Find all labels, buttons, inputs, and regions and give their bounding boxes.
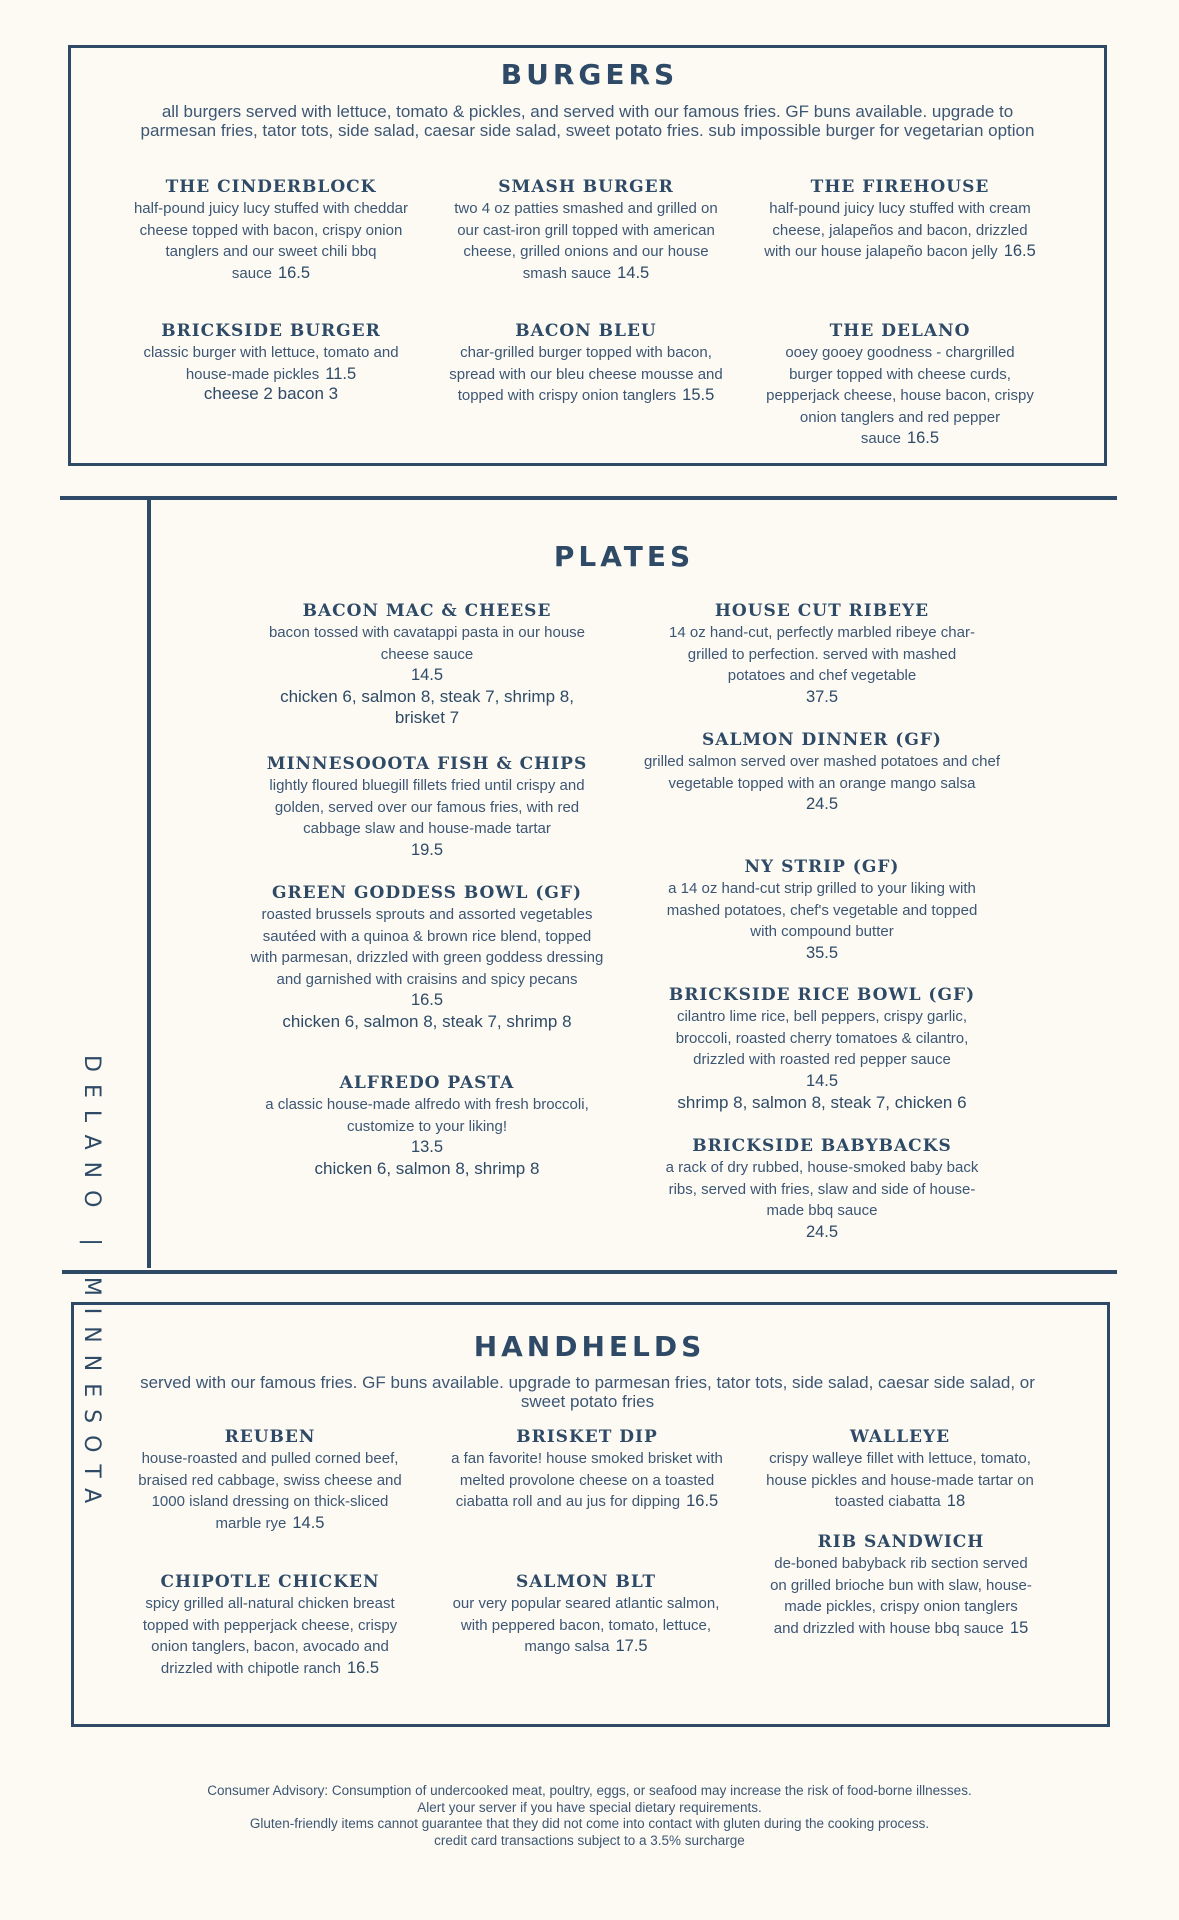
item-price: 16.5 [686,1492,719,1510]
item-price: 17.5 [615,1637,648,1655]
item-name: RIB SANDWICH [817,1532,985,1552]
item-price: 16.5 [410,991,444,1009]
item-description: a 14 oz hand-cut strip grilled to your liking with mashed potatoes, chef's vegetable and topped with compound butter [666,880,978,940]
item-description: ooey gooey goodness - chargrilled burger topped with cheese curds, pepperjack cheese, house bacon, crispy onion tanglers and red pepper sauce [766,344,1034,447]
item-name: NY STRIP (GF) [744,857,900,877]
item-desc [764,342,1036,450]
item-description: a classic house-made alfredo with fresh broccoli, customize to your liking! [265,1096,589,1135]
item-price: 14.5 [617,263,650,282]
item-price: 16.5 [277,263,311,282]
item-name: ALFREDO PASTA [339,1073,515,1093]
item-desc [450,1593,722,1658]
menu-item [764,176,1036,263]
item-description: house-roasted and pulled corned beef, braised red cabbage, swiss cheese and 1000 island dressing on thick-sliced marble rye [138,1450,402,1532]
item-price: 15 [1009,1618,1029,1637]
menu-item [648,600,996,708]
item-desc [448,1448,726,1513]
item-price: 19.5 [410,840,444,859]
item-addons: cheese 2 bacon 3 [203,384,339,403]
item-name: SMASH BURGER [498,177,674,197]
item-description: 14 oz hand-cut, perfectly marbled ribeye char-grilled to perfection. served with mashed potatoes and chef vegetable [669,624,975,684]
item-name: MINNESOOOTA FISH & CHIPS [266,754,588,774]
item-price: 16.5 [346,1658,380,1677]
item-addons: shrimp 8, salmon 8, steak 7, chicken 6 [677,1092,967,1112]
menu-item [640,729,1004,815]
menu-item [648,1135,996,1243]
menu-item [246,1072,608,1179]
item-description: bacon tossed with cavatappi pasta in our house cheese sauce [268,624,586,663]
item-name: SALMON BLT [515,1572,657,1592]
menu-item [450,1571,722,1658]
menu-item [648,984,996,1113]
menu-item [448,1426,726,1513]
item-name: CHIPOTLE CHICKEN [160,1572,380,1592]
menu-item [446,320,726,407]
item-price: 24.5 [805,795,839,813]
item-price: 18 [946,1492,966,1510]
menu-item [246,882,608,1032]
item-name: WALLEYE [849,1427,951,1447]
item-desc [764,198,1036,263]
footer-line: Gluten-friendly items cannot guarantee that they did not come into contact with gluten during the cooking process. [249,1816,930,1831]
menu-item [648,856,996,964]
item-price: 35.5 [805,943,839,962]
item-description: two 4 oz patties smashed and grilled on our cast-iron grill topped with american cheese, grilled onions and our house smash sauce [454,200,718,282]
item-desc [136,342,406,385]
menu-item [133,1571,407,1679]
item-description: cilantro lime rice, bell peppers, crispy garlic, broccoli, roasted cherry tomatoes & cilantro, drizzled with roasted red pepper sauce [675,1008,969,1068]
burgers-title: BURGERS [500,58,679,91]
item-addons: chicken 6, salmon 8, steak 7, shrimp 8, brisket 7 [280,687,574,727]
item-desc [764,1448,1036,1513]
item-description: our very popular seared atlantic salmon, with peppered bacon, tomato, lettuce, mango salsa [452,1595,720,1655]
item-name: BRICKSIDE RICE BOWL (GF) [668,985,976,1005]
item-desc [130,198,412,284]
menu-item [764,1426,1036,1513]
item-name: BRISKET DIP [516,1427,658,1447]
item-description: char-grilled burger topped with bacon, spread with our bleu cheese mousse and topped with crispy onion tanglers [449,344,723,404]
menu-item [130,176,412,284]
item-price: 37.5 [805,687,839,706]
item-description: half-pound juicy lucy stuffed with cream cheese, jalapeños and bacon, drizzled with our house jalapeño bacon jelly [764,200,1031,260]
item-price: 13.5 [410,1138,444,1156]
consumer-advisory [0,1783,1179,1849]
item-name: THE DELANO [829,321,971,341]
item-desc [133,1448,407,1534]
item-desc [770,1553,1032,1639]
item-name: SALMON DINNER (GF) [702,730,942,750]
item-description: spicy grilled all-natural chicken breast topped with pepperjack cheese, crispy onion tanglers, bacon, avocado and drizzled with chipotle ranch [142,1595,398,1677]
item-price: 24.5 [805,1222,839,1241]
item-description: crispy walleye fillet with lettuce, tomato, house pickles and house-made tartar on toasted ciabatta [766,1450,1034,1510]
item-price: 14.5 [410,666,444,684]
item-description: classic burger with lettuce, tomato and house-made pickles [143,344,399,383]
divider-bottom [62,1270,1117,1274]
item-addons: chicken 6, salmon 8, shrimp 8 [314,1159,540,1178]
plates-title: PLATES [553,540,695,573]
footer-line: Consumer Advisory: Consumption of undercooked meat, poultry, eggs, or seafood may increase the risk of food-borne illnesses. [207,1783,972,1798]
handhelds-subtitle: served with our famous fries. GF buns available. upgrade to parmesan fries, tator tots, side salad, caesar side salad, or sweet potato fries [140,1373,1035,1411]
item-price: 16.5 [906,429,940,447]
item-name: HOUSE CUT RIBEYE [714,601,930,621]
item-name: REUBEN [224,1427,316,1447]
item-description: half-pound juicy lucy stuffed with cheddar cheese topped with bacon, crispy onion tanglers and our sweet chili bbq sauce [133,200,409,282]
menu-item [246,600,608,728]
divider-top [60,496,1117,500]
menu-item [764,320,1036,450]
menu-item [246,753,608,861]
item-price: 14.5 [292,1513,325,1532]
item-name: THE FIREHOUSE [810,177,990,197]
item-name: BACON MAC & CHEESE [302,601,552,621]
item-addons: chicken 6, salmon 8, steak 7, shrimp 8 [282,1012,572,1031]
item-desc [133,1593,407,1679]
item-name: GREEN GODDESS BOWL (GF) [271,883,583,903]
menu-item [133,1426,407,1534]
item-price: 14.5 [805,1071,839,1090]
burgers-subtitle: all burgers served with lettuce, tomato & pickles, and served with our famous fries. GF buns available. upgrade to parmesan fries, tator tots, side salad, caesar side salad, sweet potato fries. sub impossible burger for vegetarian option [140,102,1035,140]
side-label: DELANO | MINNESOTA [79,1055,104,1516]
item-description: grilled salmon served over mashed potatoes and chef vegetable topped with an orange mango salsa [643,753,1001,792]
item-price: 11.5 [325,364,357,383]
handhelds-title: HANDHELDS [473,1330,706,1363]
item-name: BACON BLEU [515,321,657,341]
footer-line: Alert your server if you have special dietary requirements. [417,1799,762,1815]
footer-line: credit card transactions subject to a 3.5% surcharge [434,1832,745,1848]
item-name: BRICKSIDE BURGER [161,321,381,341]
item-name: BRICKSIDE BABYBACKS [692,1136,952,1156]
item-name: THE CINDERBLOCK [165,177,377,197]
item-desc [446,198,726,284]
menu-item [770,1531,1032,1639]
item-price: 16.5 [1003,242,1036,260]
item-price: 15.5 [682,386,715,404]
menu-item [136,320,406,403]
divider-vertical [147,496,151,1268]
item-description: lightly floured bluegill fillets fried until crispy and golden, served over our famous fries, with red cabbage slaw and house-made tartar [269,777,585,837]
item-description: de-boned babyback rib section served on grilled brioche bun with slaw, house-made pickles, crispy onion tanglers and drizzled with house bbq sauce [770,1555,1032,1637]
item-description: a rack of dry rubbed, house-smoked baby back ribs, served with fries, slaw and side of house-made bbq sauce [665,1159,979,1219]
menu-item [446,176,726,284]
item-description: a fan favorite! house smoked brisket with melted provolone cheese on a toasted ciabatta roll and au jus for dipping [451,1450,723,1510]
item-description: roasted brussels sprouts and assorted vegetables sautéed with a quinoa & brown rice blend, topped with parmesan, drizzled with green goddess dressing and garnished with craisins and spicy pecans [250,906,604,988]
item-desc [446,342,726,407]
